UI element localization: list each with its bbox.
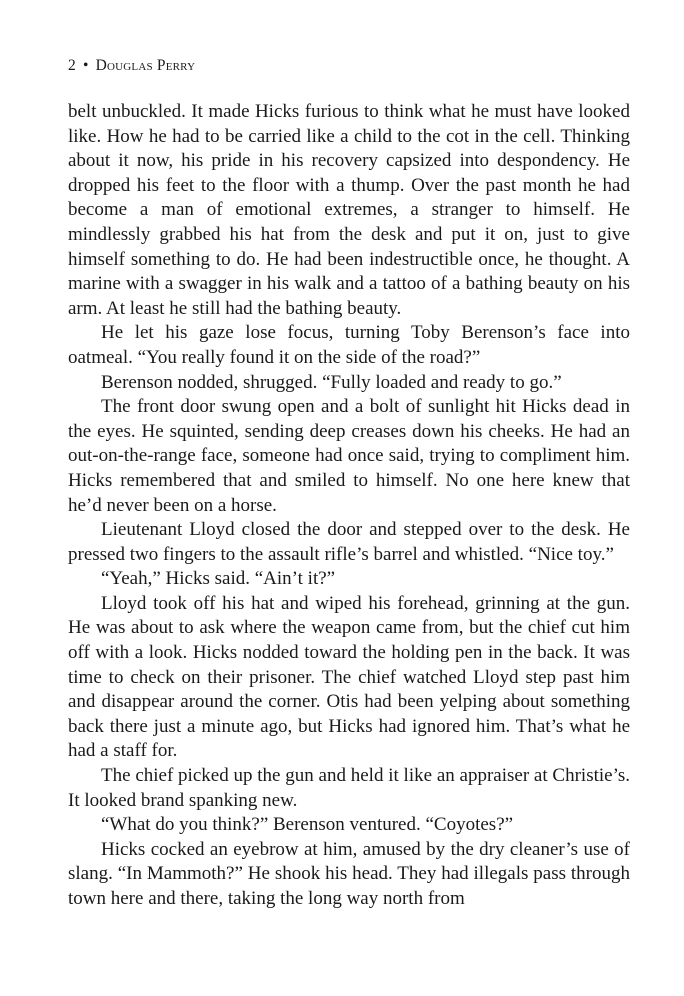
paragraph: Berenson nodded, shrugged. “Fully loaded and ready to go.” bbox=[101, 371, 562, 393]
author-name: Douglas Perry bbox=[95, 57, 196, 74]
paragraph: Lieutenant Lloyd closed the door and stepped over to the desk. He pressed two fingers to the assault rifle’s barrel and whistled. “Nice toy.” bbox=[68, 519, 630, 565]
paragraph: Lloyd took off his hat and wiped his forehead, grinning at the gun. He was about to ask where the weapon came from, but the chief cut him off with a look. Hicks nodded toward the holding pen in the back. It was time to check on their prisoner. The chief watched Lloyd step past him and disappear around the corner. Otis had been yelping about something back there just a minute ago, but Hicks had ignored him. That’s what he had a staff for. bbox=[68, 592, 630, 762]
paragraph: Hicks cocked an eyebrow at him, amused by the dry cleaner’s use of slang. “In Mammoth?” He shook his head. They had illegals pass through town here and there, taking the long way north from bbox=[68, 838, 630, 909]
page-number: 2 bbox=[68, 57, 76, 74]
running-header bbox=[68, 57, 195, 75]
paragraph-continued: belt unbuckled. It made Hicks furious to think what he must have looked like. How he had to be carried like a child to the cot in the cell. Thinking about it now, his pride in his recovery capsized into despondency. He dropped his feet to the floor with a thump. Over the past month he had become a man of emotional extremes, a stranger to himself. He mindlessly grabbed his hat from the desk and put it on, just to give himself something to do. He had been indestructible once, he thought. A marine with a swagger in his walk and a tattoo of a bathing beauty on his arm. At least he still had the bathing beauty. bbox=[68, 101, 630, 319]
paragraph: “Yeah,” Hicks said. “Ain’t it?” bbox=[101, 568, 336, 590]
header-separator: • bbox=[82, 57, 89, 74]
paragraph: “What do you think?” Berenson ventured. “Coyotes?” bbox=[101, 814, 514, 836]
paragraph: He let his gaze lose focus, turning Toby Berenson’s face into oatmeal. “You really found it on the side of the road?” bbox=[68, 322, 630, 368]
body-text bbox=[68, 100, 630, 912]
paragraph: The chief picked up the gun and held it like an appraiser at Christie’s. It looked brand spanking new. bbox=[68, 765, 630, 811]
paragraph: The front door swung open and a bolt of sunlight hit Hicks dead in the eyes. He squinted, sending deep creases down his cheeks. He had an out-on-the-range face, someone had once said, trying to compliment him. Hicks remembered that and smiled to himself. No one here knew that he’d never been on a horse. bbox=[68, 396, 630, 516]
